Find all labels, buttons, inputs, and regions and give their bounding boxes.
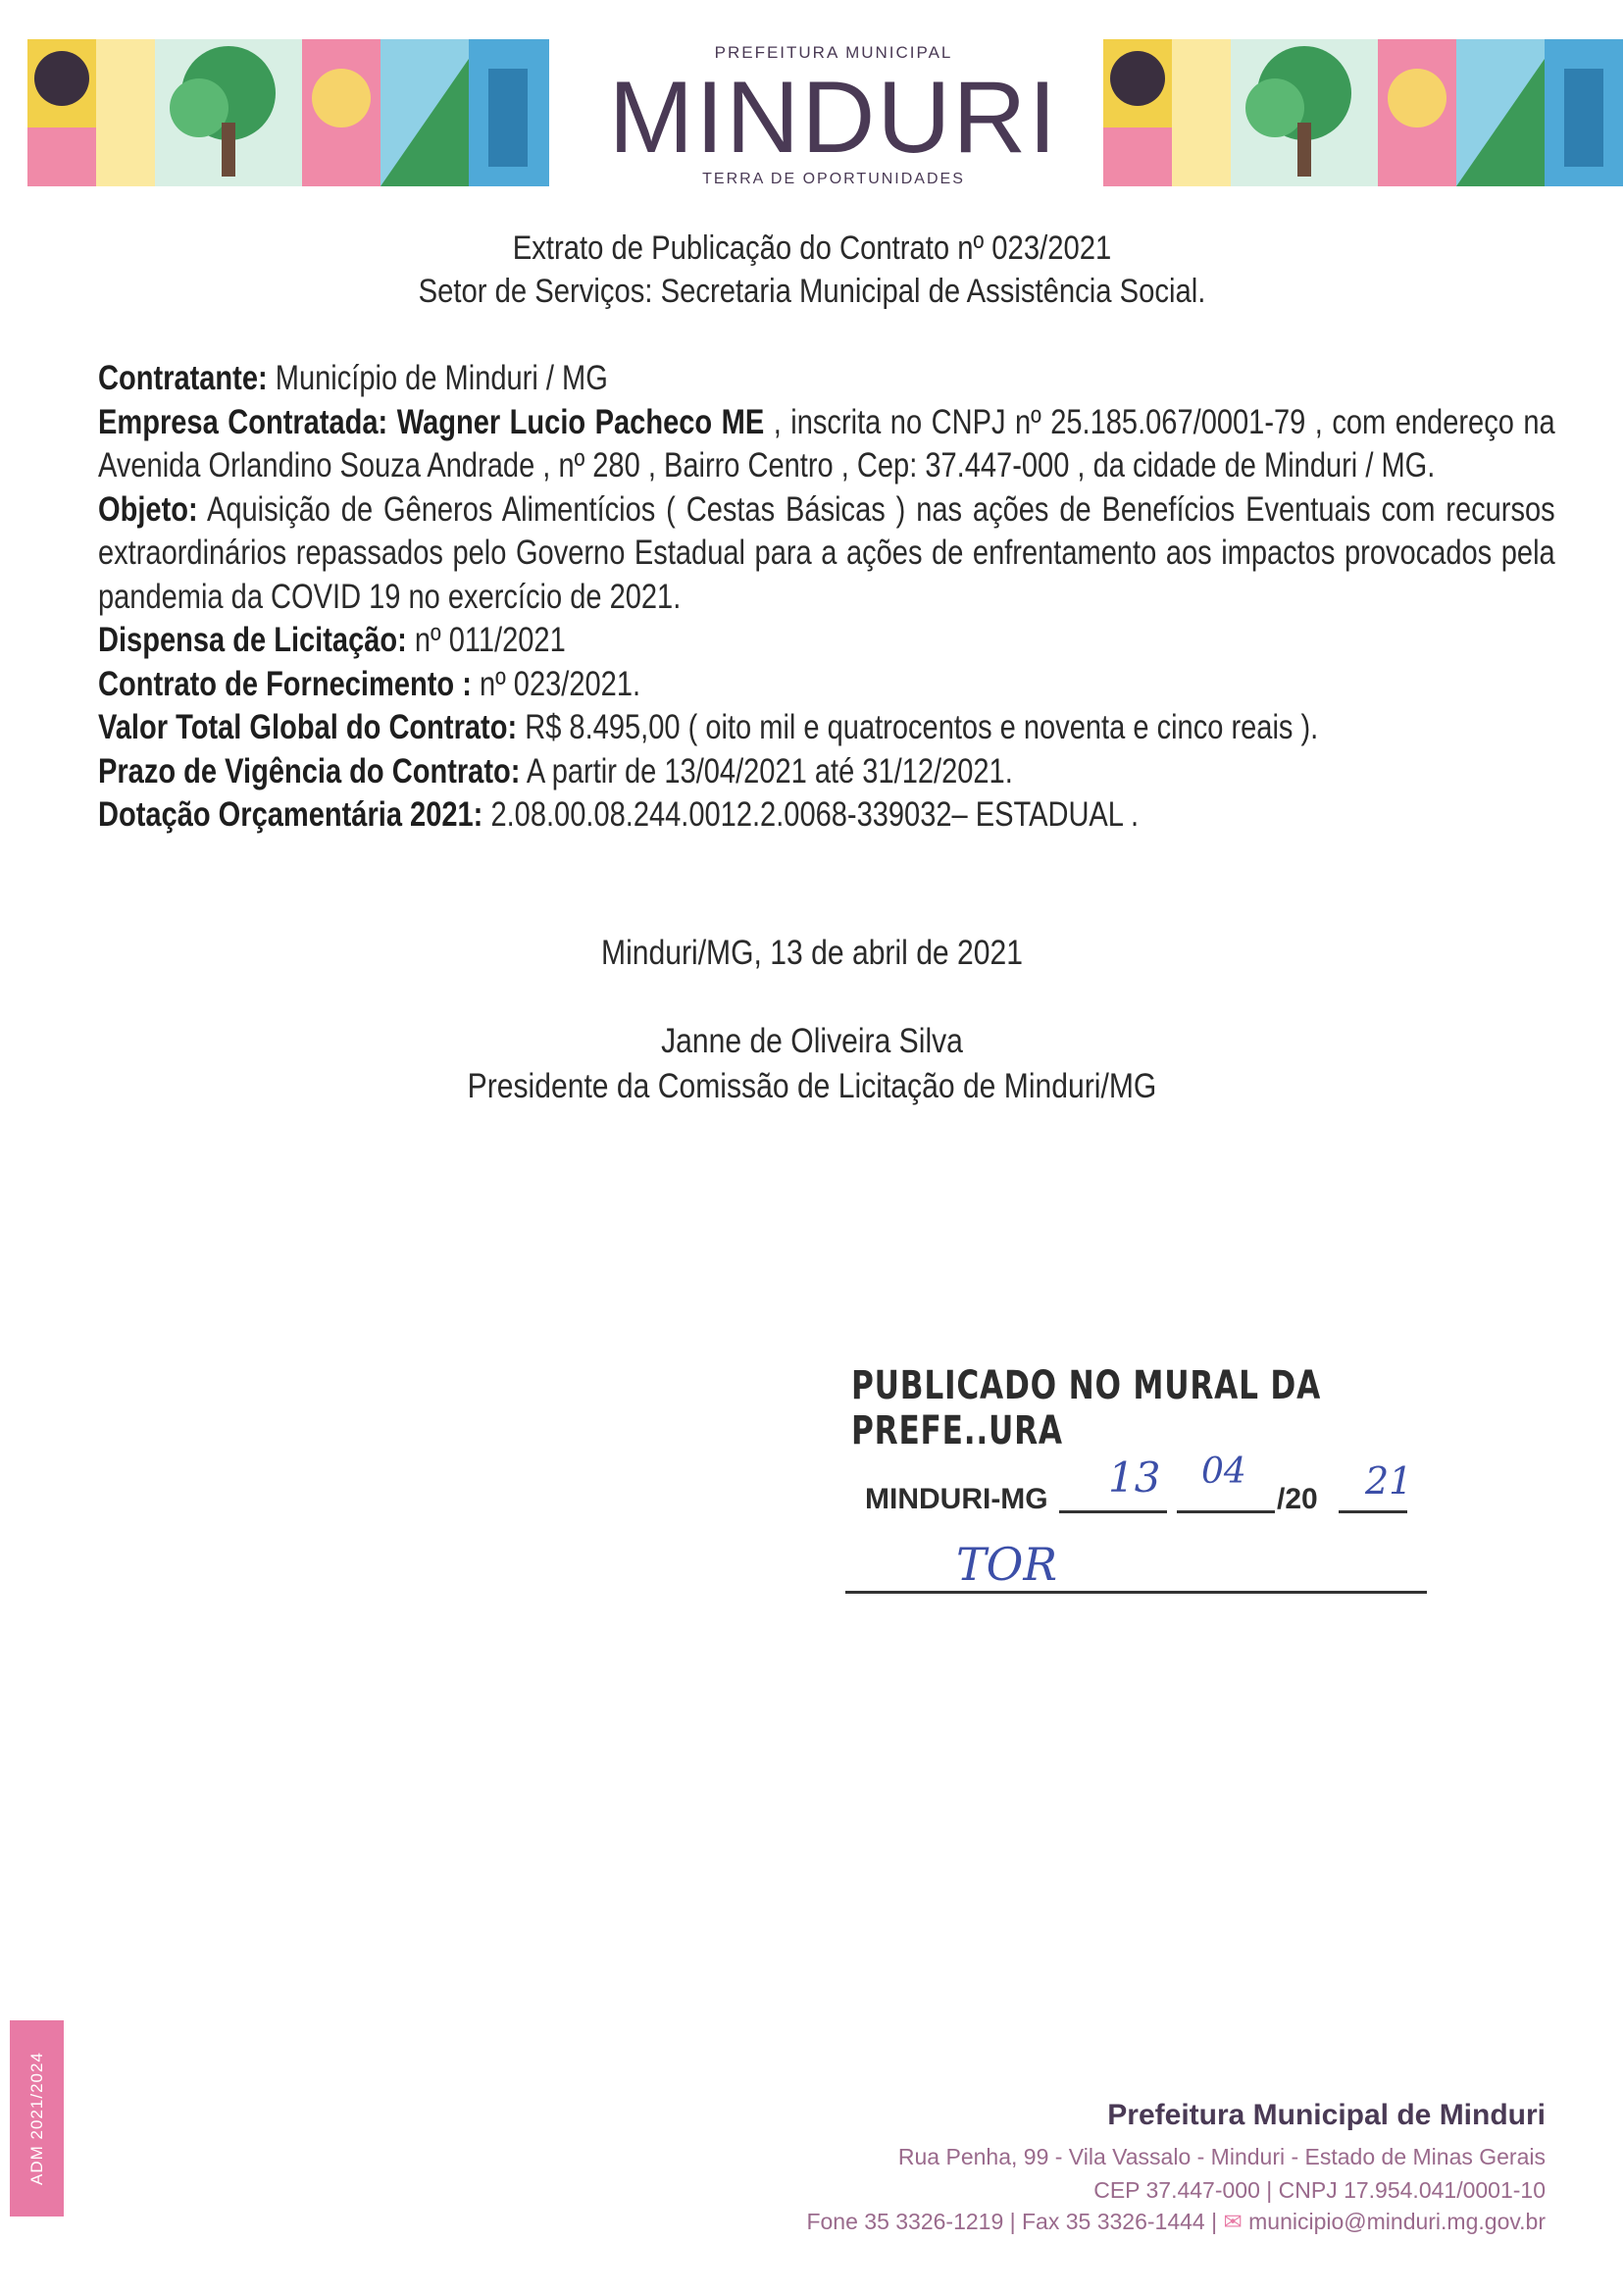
signing-date: Minduri/MG, 13 de abril de 2021	[601, 934, 1023, 972]
side-tag-label: ADM 2021/2024	[26, 2052, 46, 2185]
stamp-year-handwritten: 21	[1365, 1459, 1413, 1503]
stamp-year-line	[1339, 1510, 1407, 1513]
city-logo	[588, 43, 1079, 188]
contrato-line	[98, 663, 1555, 707]
dispensa-label: Dispensa de Licitação:	[98, 621, 407, 659]
header-banner-left	[27, 39, 549, 186]
objeto-line	[98, 488, 1555, 620]
stamp-city: MINDURI-MG	[865, 1483, 1048, 1515]
footer-contact	[806, 2209, 1546, 2235]
dotacao-line	[98, 793, 1555, 838]
contratante-label: Contratante:	[98, 359, 268, 397]
document-title: Extrato de Publicação do Contrato nº 023/2021	[512, 229, 1112, 267]
logo-city-name: MINDURI	[608, 61, 1059, 175]
side-tag	[10, 2020, 64, 2217]
prazo-line	[98, 750, 1555, 794]
stamp-month-line	[1177, 1510, 1275, 1513]
logo-tagline: TERRA DE OPORTUNIDADES	[702, 171, 965, 187]
prazo-value: A partir de 13/04/2021 até 31/12/2021.	[526, 751, 1013, 790]
stamp-initials-handwritten: TOR	[956, 1538, 1058, 1591]
footer-title: Prefeitura Municipal de Minduri	[1107, 2099, 1546, 2131]
header-banner-right	[1103, 39, 1623, 186]
dotacao-label: Dotação Orçamentária 2021:	[98, 795, 483, 834]
footer-address: Rua Penha, 99 - Vila Vassalo - Minduri - Estado de Minas Gerais	[897, 2144, 1546, 2169]
stamp-year-prefix: /20	[1277, 1483, 1318, 1515]
publication-stamp-title: PUBLICADO NO MURAL DA PREFE..URA	[851, 1363, 1322, 1453]
footer-cep-cnpj: CEP 37.447-000 | CNPJ 17.954.041/0001-10	[1093, 2177, 1546, 2203]
contrato-value: nº 023/2021.	[479, 664, 641, 703]
valor-line	[98, 706, 1555, 750]
contratante-value: Município de Minduri / MG	[275, 359, 608, 397]
empresa-label: Empresa Contratada:	[98, 402, 388, 441]
valor-value: R$ 8.495,00 ( oito mil e quatrocentos e noventa e cinco reais ).	[525, 708, 1319, 746]
contratante-line	[98, 357, 1555, 401]
stamp-day-line	[1059, 1510, 1167, 1513]
document-subtitle: Setor de Serviços: Secretaria Municipal de Assistência Social.	[418, 273, 1206, 310]
footer-email: municipio@minduri.mg.gov.br	[1248, 2209, 1546, 2234]
signer-name: Janne de Oliveira Silva	[661, 1022, 963, 1060]
valor-label: Valor Total Global do Contrato:	[98, 708, 518, 746]
mail-icon: ✉	[1223, 2209, 1243, 2234]
signer-role: Presidente da Comissão de Licitação de Minduri/MG	[467, 1067, 1157, 1105]
prazo-label: Prazo de Vigência do Contrato:	[98, 751, 521, 790]
stamp-day-handwritten: 13	[1108, 1453, 1161, 1502]
stamp-signature-line	[845, 1591, 1427, 1594]
empresa-value: , inscrita no CNPJ nº 25.185.067/0001-79 , com endereço na Avenida Orlandino Souza Andrade , nº 280 , Bairro Centro , Cep: 37.447-000 , da cidade de Minduri / MG.	[98, 402, 1555, 484]
dispensa-value: nº 011/2021	[414, 621, 566, 659]
objeto-label: Objeto:	[98, 489, 198, 529]
empresa-line	[98, 401, 1555, 488]
empresa-name: Wagner Lucio Pacheco ME	[396, 402, 765, 441]
contrato-label: Contrato de Fornecimento :	[98, 664, 472, 703]
logo-top-label: PREFEITURA MUNICIPAL	[714, 43, 953, 62]
dispensa-line	[98, 619, 1555, 663]
stamp-month-handwritten: 04	[1201, 1452, 1246, 1492]
dotacao-value: 2.08.00.08.244.0012.2.0068-339032– ESTADUAL .	[490, 795, 1140, 834]
objeto-value: Aquisição de Gêneros Alimentícios ( Cestas Básicas ) nas ações de Benefícios Eventuais com recursos extraordinários repassados pelo Governo Estadual para a ações de enfrentamento aos impactos provocados pela pandemia da COVID 19 no exercício de 2021.	[98, 489, 1555, 616]
document-body	[98, 357, 1555, 838]
footer-phone: Fone 35 3326-1219 | Fax 35 3326-1444 |	[806, 2209, 1218, 2234]
